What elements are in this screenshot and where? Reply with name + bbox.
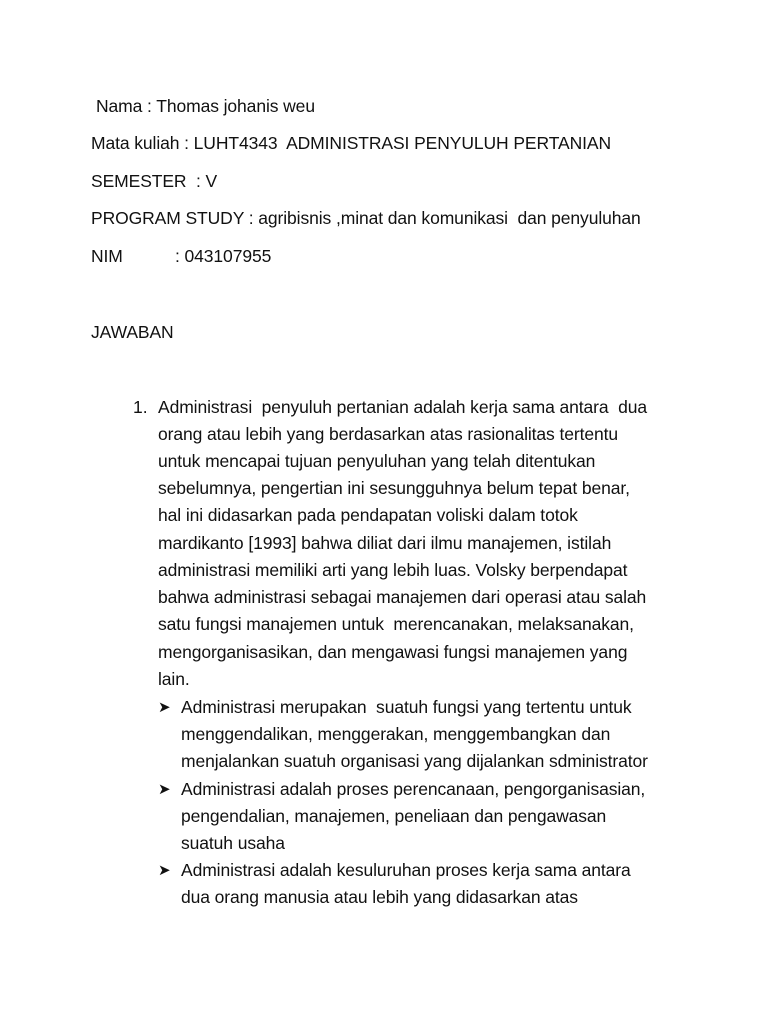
paragraph-line: sebelumnya, pengertian ini sesungguhnya belum tepat benar, — [158, 478, 630, 498]
paragraph-line: orang atau lebih yang berdasarkan atas rasionalitas tertentu — [158, 424, 618, 444]
paragraph-line: Administrasi penyuluh pertanian adalah kerja sama antara dua — [158, 397, 647, 417]
paragraph-line: mardikanto [1993] bahwa diliat dari ilmu manajemen, istilah — [158, 533, 612, 553]
paragraph-line: untuk mencapai tujuan penyuluhan yang telah ditentukan — [158, 451, 596, 471]
paragraph-line: satu fungsi manajemen untuk merencanakan, melaksanakan, — [158, 614, 634, 634]
study-program-line: PROGRAM STUDY : agribisnis ,minat dan komunikasi dan penyuluhan — [91, 208, 641, 228]
bullet-line: menjalankan suatuh organisasi yang dijalankan sdministrator — [181, 751, 648, 771]
student-name: Nama : Thomas johanis weu — [96, 96, 315, 116]
nim-value: : 043107955 — [175, 246, 272, 266]
arrow-bullet-icon: ➤ — [158, 781, 171, 798]
semester-line: SEMESTER : V — [91, 171, 218, 191]
bullet-line: Administrasi merupakan suatuh fungsi yang tertentu untuk — [181, 697, 632, 717]
nim-line — [91, 243, 271, 270]
bullet-line: pengendalian, manajemen, peneliaan dan pengawasan — [181, 806, 607, 826]
bullet-line: Administrasi adalah kesuluruhan proses kerja sama antara — [181, 860, 631, 880]
bullet-line: dua orang manusia atau lebih yang didasarkan atas — [181, 887, 578, 907]
section-title: JAWABAN — [91, 322, 174, 342]
bullet-line: Administrasi adalah proses perencanaan, pengorganisasian, — [181, 779, 646, 799]
course-title: Mata kuliah : LUHT4343 ADMINISTRASI PENYULUH PERTANIAN — [91, 133, 611, 153]
paragraph-line: mengorganisasikan, dan mengawasi fungsi manajemen yang — [158, 642, 628, 662]
paragraph-line: bahwa administrasi sebagai manajemen dari operasi atau salah — [158, 587, 647, 607]
nim-label: NIM — [91, 246, 123, 266]
paragraph-line: administrasi memiliki arti yang lebih luas. Volsky berpendapat — [158, 560, 628, 580]
bullet-line: suatuh usaha — [181, 833, 285, 853]
bullet-line: menggendalikan, menggerakan, menggembangkan dan — [181, 724, 611, 744]
list-number: 1. — [133, 397, 148, 417]
paragraph-line: hal ini didasarkan pada pendapatan voliski dalam totok — [158, 505, 578, 525]
paragraph-line: lain. — [158, 669, 190, 689]
arrow-bullet-icon: ➤ — [158, 862, 171, 879]
arrow-bullet-icon: ➤ — [158, 699, 171, 716]
